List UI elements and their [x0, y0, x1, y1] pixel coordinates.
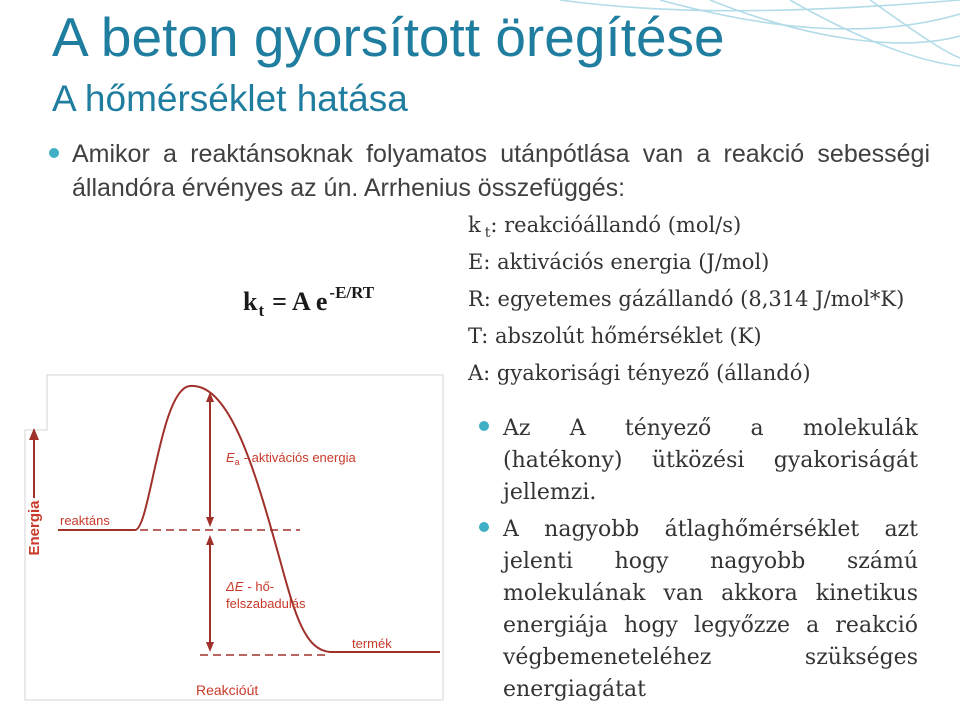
bullet-line: jellemzi. — [503, 480, 597, 505]
activation-symbol: E — [226, 450, 235, 465]
bullet-circle-icon — [49, 148, 59, 158]
bullet-line: Az A tényező a molekulák — [503, 416, 918, 441]
formula-k-subscript: t — [258, 301, 265, 320]
arrhenius-formula — [243, 285, 374, 319]
intro-line: Amikor a reaktánsoknak folyamatos utánpótlása van a reakció sebességi — [72, 140, 930, 168]
energy-diagram — [20, 370, 450, 710]
definition-k-text: : reakcióállandó (mol/s) — [490, 213, 742, 237]
definition-r: R: egyetemes gázállandó (8,314 J/mol*K) — [468, 287, 905, 311]
formula-exponent: -E/RT — [329, 283, 375, 302]
activation-energy-label — [226, 450, 356, 467]
bullet-line: energiagátat — [503, 677, 646, 702]
heat-release-label-line2: felszabadulás — [226, 596, 306, 611]
y-axis-label: Energia — [26, 500, 43, 556]
reactant-label: reaktáns — [60, 513, 110, 528]
formula-rhs: = A e — [272, 287, 328, 316]
x-axis-label: Reakcióút — [196, 682, 259, 698]
definitions-list — [468, 207, 904, 392]
definition-a: A: gyakorisági tényező (állandó) — [468, 361, 811, 385]
intro-line: állandóra érvényes az ún. Arrhenius összefüggés: — [72, 174, 626, 202]
formula-k: k — [243, 287, 258, 316]
definition-k-symbol: k — [468, 213, 481, 237]
bullet-temperature-effect — [503, 514, 918, 706]
activation-subscript: a — [234, 457, 240, 467]
slide-title: A beton gyorsított öregítése — [52, 6, 725, 68]
slide-subtitle: A hőmérséklet hatása — [52, 78, 408, 119]
definition-t: T: abszolút hőmérséklet (K) — [468, 324, 762, 348]
definition-k — [468, 207, 904, 244]
activation-text: - aktivációs energia — [243, 450, 356, 465]
heat-release-text: - hő- — [247, 579, 275, 594]
heat-release-symbol: ΔE — [226, 579, 244, 594]
bullet-line: jelenti hogy nagyobb számú — [503, 549, 918, 574]
bullet-collision-frequency — [503, 413, 918, 509]
intro-bullet-text — [72, 137, 930, 205]
bullet-circle-icon — [479, 421, 489, 431]
bullet-line: A nagyobb átlaghőmérséklet azt — [503, 517, 918, 542]
swoosh-line — [870, 0, 960, 58]
bullet-circle-icon — [479, 522, 489, 532]
definition-e: E: aktivációs energia (J/mol) — [468, 250, 770, 274]
definition-k-subscript: t — [484, 225, 491, 241]
product-label: termék — [352, 636, 392, 651]
bullet-line: molekulának van akkora kinetikus — [503, 581, 918, 606]
bullet-line: energiája hogy legyőzze a reakció — [503, 613, 918, 638]
bullet-line: (hatékony) ütközési gyakoriságát — [503, 448, 918, 473]
heat-release-label — [225, 579, 274, 594]
bullet-line: végbemeneteléhez szükséges — [503, 645, 918, 670]
